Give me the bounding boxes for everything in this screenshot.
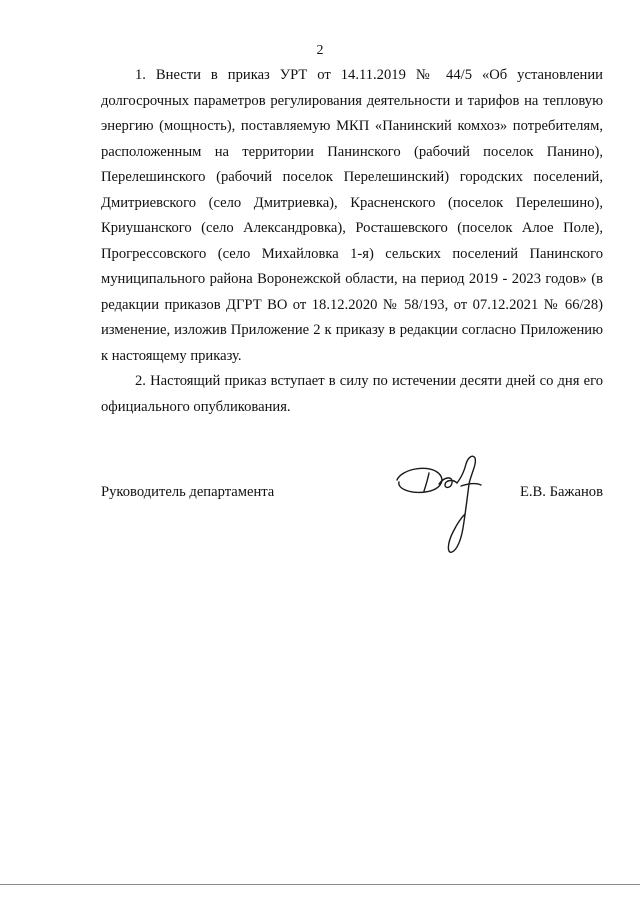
- signer-name: Е.В. Бажанов: [519, 484, 603, 500]
- paragraph-2: 2. Настоящий приказ вступает в силу по истечении десяти дней со дня его официального опубликования.: [101, 373, 603, 415]
- document-body: [101, 63, 603, 420]
- handwritten-signature-icon: [395, 452, 505, 562]
- page-bottom-divider: [0, 884, 640, 885]
- paragraph-1: 1. Внести в приказ УРТ от 14.11.2019 № 44/5 «Об установлении долгосрочных параметров регулирования деятельности и тарифов на тепловую энергию (мощность), поставляемую МКП «Панинский комхоз» потребителям, расположенным на территории Панинского (рабочий поселок Панино), Перелешинского (рабочий поселок Перелешинский) городских поселений, Дмитриевского (село Дмитриевка), Красненского (поселок Перелешино), Криушанского (село Александровка), Росташевского (поселок Алое Поле), Прогрессовского (село Михайловка 1-я) сельских поселений Панинского муниципального района Воронежской области, на период 2019 - 2023 годов» (в редакции приказов ДГРТ ВО от 18.12.2020 № 58/193, от 07.12.2021 № 66/28) изменение, изложив Приложение 2 к приказу в редакции согласно Приложению к настоящему приказу.: [101, 67, 603, 364]
- signer-position-title: Руководитель департамента: [101, 484, 275, 500]
- signature-block: [101, 484, 603, 504]
- page-number: 2: [316, 43, 324, 58]
